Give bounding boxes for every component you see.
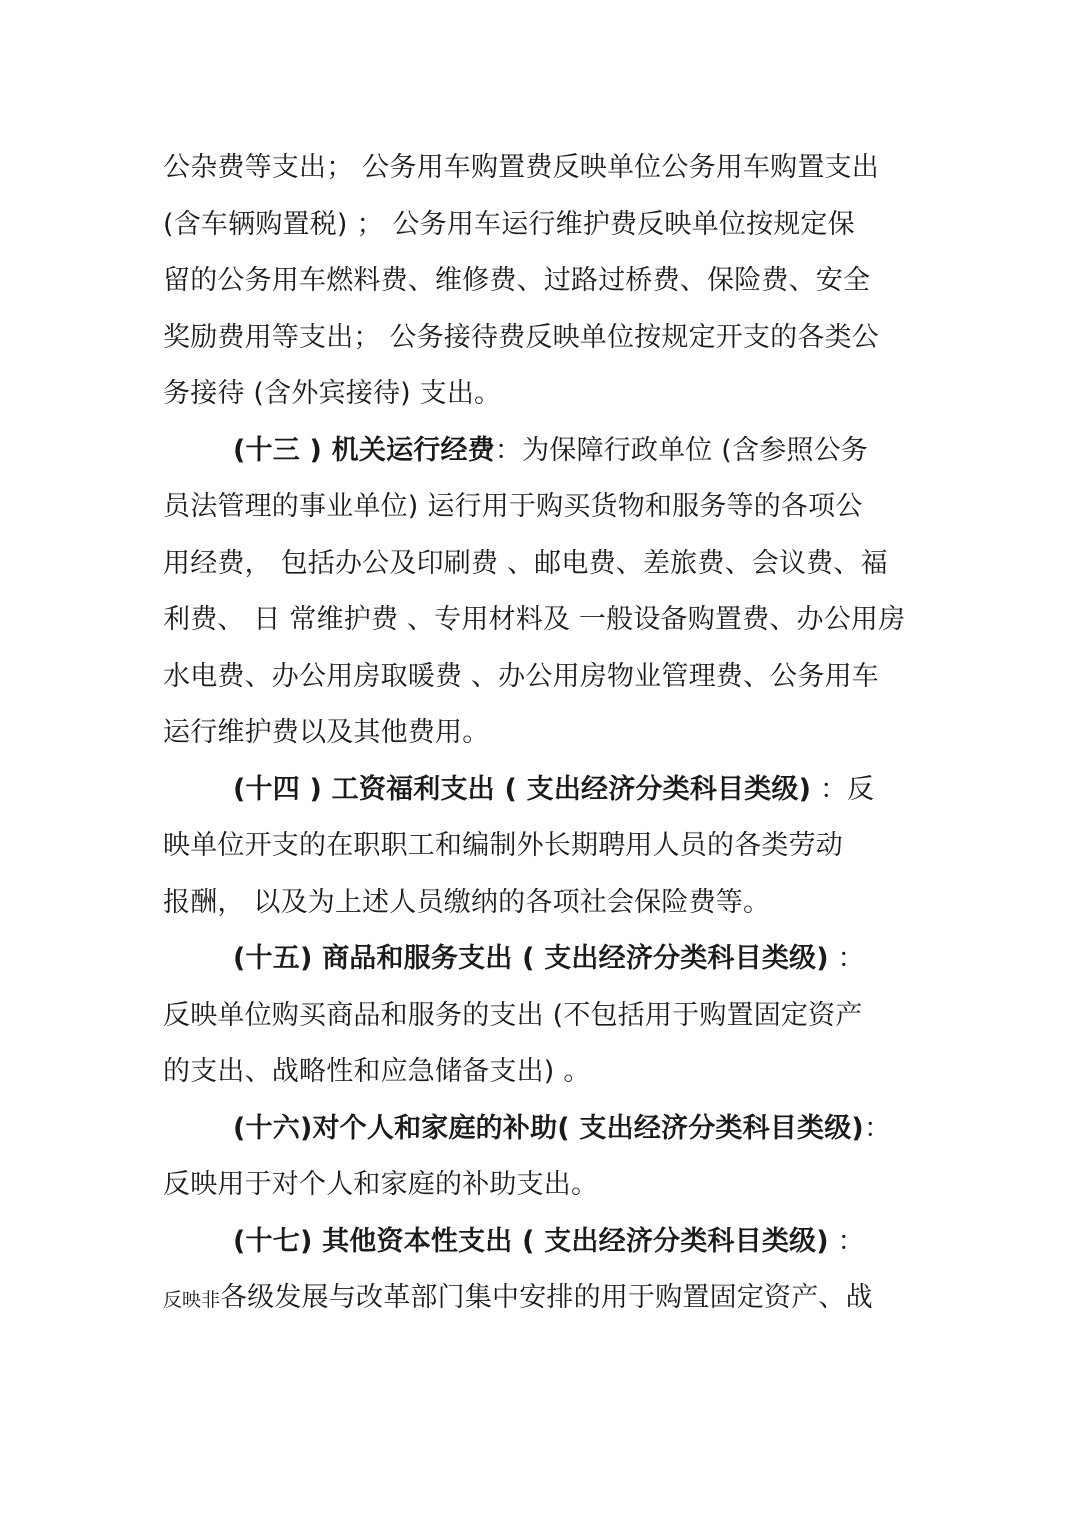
section-heading: (十三 ) 机关运行经费	[233, 434, 495, 466]
text-line: 反映单位购买商品和服务的支出 (不包括用于购置固定资产	[163, 999, 863, 1031]
section-heading-line	[163, 931, 915, 988]
document-body	[163, 140, 915, 1327]
section-text: ：	[863, 1112, 892, 1144]
text-line: 留的公务用车燃料费、维修费、过路过桥费、保险费、安全	[163, 265, 871, 296]
text-line: (含车辆购置税) ； 公务用车运行维护费反映单位按规定保	[163, 208, 855, 240]
text-line: 水电费、办公用房取暖费 、办公用房物业管理费、公务用车	[163, 660, 879, 692]
section-heading-line	[163, 1101, 915, 1158]
section-text: ：	[828, 943, 865, 974]
section-heading-line	[163, 423, 915, 480]
text-line: 反映用于对个人和家庭的补助支出。	[163, 1169, 599, 1200]
section-heading-line	[163, 762, 915, 819]
section-heading: (十六)对个人和家庭的补助( 支出经济分类科目类级)	[233, 1112, 864, 1144]
section-text: ：反	[811, 773, 875, 805]
text-line: 公杂费等支出； 公务用车购置费反映单位公务用车购置支出	[163, 152, 879, 183]
section-heading: (十七) 其他资本性支出 ( 支出经济分类科目类级)	[233, 1225, 829, 1257]
text-line: 报酬， 以及为上述人员缴纳的各项社会保险费等。	[163, 886, 771, 918]
text-line: 的支出、战略性和应急储备支出) 。	[163, 1056, 591, 1087]
text-line: 运行维护费以及其他费用。	[163, 717, 490, 748]
line-text: 各级发展与改革部门集中安排的用于购置固定资产、战	[220, 1282, 873, 1313]
text-line: 映单位开支的在职职工和编制外长期聘用人员的各类劳动	[163, 830, 843, 861]
section-text: ：	[828, 1225, 865, 1257]
section-text: ：为保障行政单位 (含参照公务	[494, 434, 869, 466]
section-heading: (十四 ) 工资福利支出 ( 支出经济分类科目类级)	[233, 773, 812, 805]
section-heading-line	[163, 1214, 915, 1271]
text-line: 奖励费用等支出； 公务接待费反映单位按规定开支的各类公	[163, 321, 879, 353]
text-line: 用经费， 包括办公及印刷费 、邮电费、差旅费、会议费、福	[163, 547, 888, 579]
text-line	[163, 1270, 915, 1327]
section-heading: (十五) 商品和服务支出 ( 支出经济分类科目类级)	[233, 943, 829, 974]
text-line: 员法管理的事业单位) 运行用于购买货物和服务等的各项公	[163, 491, 863, 522]
text-line: 利费、 日 常维护费 、专用材料及 一般设备购置费、办公用房	[163, 604, 906, 635]
small-prefix-text: 反映非	[163, 1289, 221, 1311]
text-line: 务接待 (含外宾接待) 支出。	[163, 378, 502, 409]
